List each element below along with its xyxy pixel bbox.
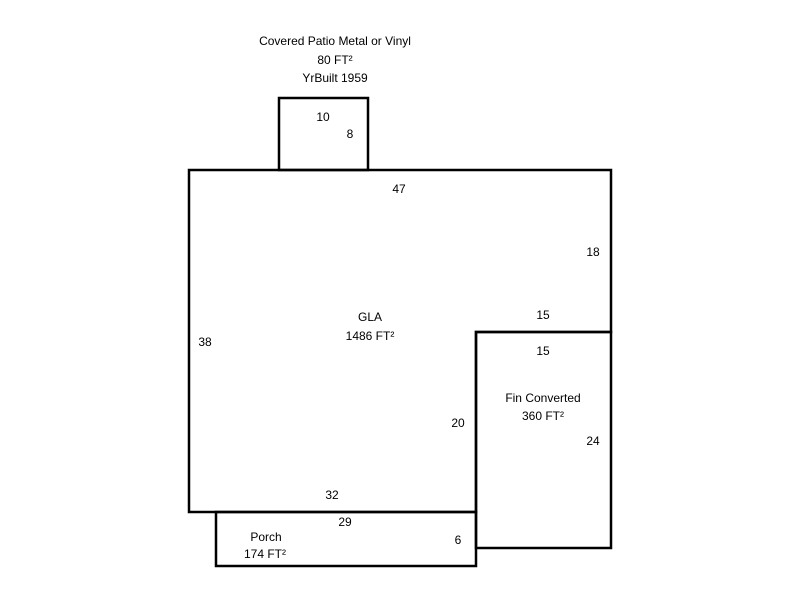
fin-converted-area-label: 360 FT² bbox=[521, 409, 565, 423]
porch-area-label: 174 FT² bbox=[243, 547, 287, 561]
covered-patio-outline bbox=[279, 98, 368, 170]
gla-left-dim: 38 bbox=[198, 335, 212, 349]
patio-width-dim: 10 bbox=[316, 110, 330, 124]
porch-top-dim: 29 bbox=[338, 515, 352, 529]
porch-side-dim: 6 bbox=[454, 533, 462, 547]
patio-year-label: YrBuilt 1959 bbox=[302, 71, 368, 85]
gla-name-label: GLA bbox=[357, 310, 383, 324]
patio-name-label: Covered Patio Metal or Vinyl bbox=[259, 34, 411, 48]
gla-inner-dim: 20 bbox=[451, 416, 465, 430]
fin-converted-name-label: Fin Converted bbox=[505, 391, 581, 405]
patio-depth-dim: 8 bbox=[346, 127, 354, 141]
patio-area-label: 80 FT² bbox=[317, 53, 353, 67]
gla-notch-dim: 15 bbox=[536, 308, 550, 322]
porch-name-label: Porch bbox=[250, 530, 282, 544]
gla-bottom-dim: 32 bbox=[325, 488, 339, 502]
gla-right-dim: 18 bbox=[586, 245, 600, 259]
gla-outline bbox=[189, 170, 611, 512]
fin-converted-top-dim: 15 bbox=[536, 344, 550, 358]
gla-top-dim: 47 bbox=[392, 182, 406, 196]
gla-area-label: 1486 FT² bbox=[345, 329, 395, 343]
fin-converted-right-dim: 24 bbox=[586, 434, 600, 448]
